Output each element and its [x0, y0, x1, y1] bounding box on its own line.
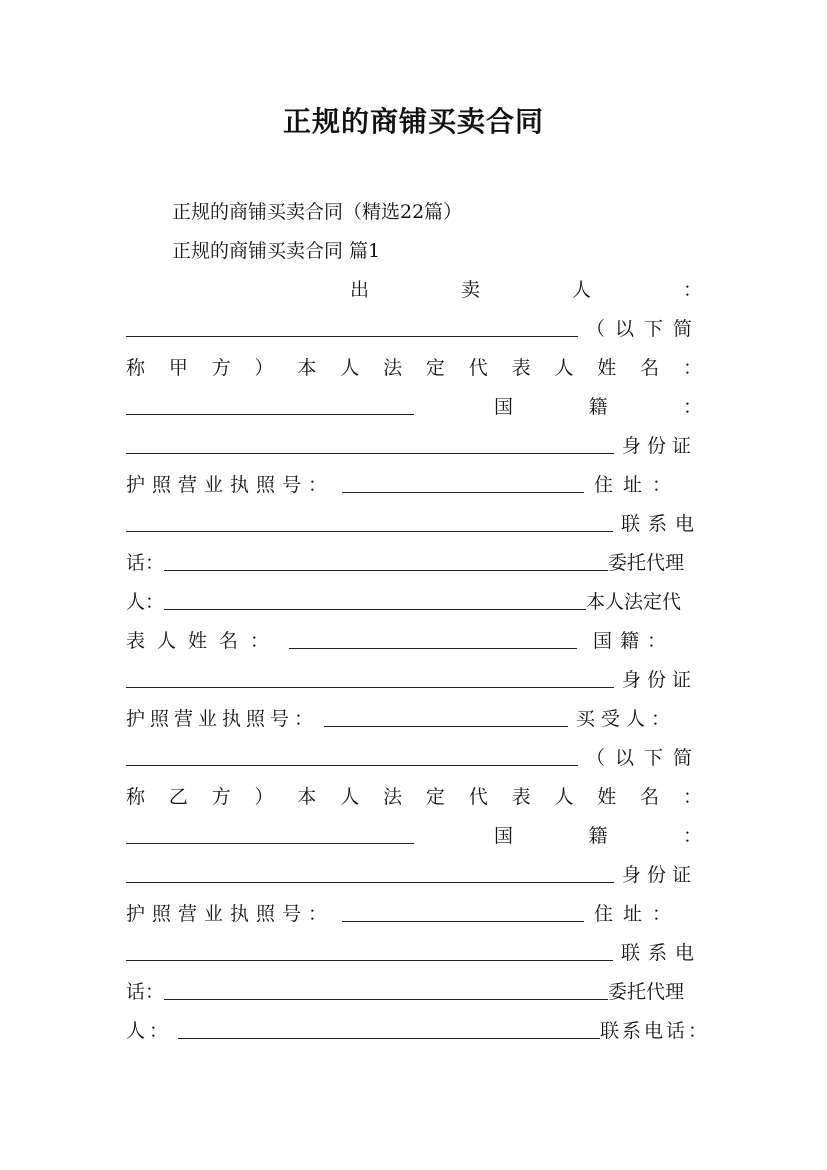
license-label: 护照营业执照号： — [126, 903, 335, 925]
license-label: 护照营业执照号： — [126, 708, 319, 730]
subtitle-line — [172, 194, 702, 224]
party-a-license-line — [126, 467, 702, 497]
abbr-note — [586, 314, 702, 341]
phone-label: 联系电 — [620, 513, 702, 535]
phone-label-end: 话： — [126, 981, 165, 1003]
char: 表 — [511, 357, 531, 379]
char: ） — [254, 786, 274, 808]
buyer-name-line — [126, 740, 702, 770]
party-b-phone-line — [126, 974, 702, 1004]
char: 法 — [383, 357, 403, 379]
char: ： — [682, 396, 702, 418]
char: ： — [682, 279, 702, 301]
party-a-nationality-blank[interactable] — [126, 433, 614, 454]
char: 名 — [640, 786, 660, 808]
char: 人 — [554, 786, 574, 808]
agent-label: 委托代理 — [608, 981, 685, 1003]
party-a-legal-rep-blank[interactable] — [289, 628, 577, 649]
party-b-rep-line — [126, 779, 702, 809]
text: （以下简 — [585, 318, 702, 340]
party-b-nationality-line — [126, 818, 702, 848]
nationality-label: 国籍： — [593, 630, 675, 652]
party-a-legal-license-blank[interactable] — [324, 706, 568, 727]
char: 出 — [350, 279, 370, 301]
char: 姓 — [597, 357, 617, 379]
party-b-address-line — [126, 935, 702, 965]
char: 卖 — [460, 279, 480, 301]
char: 国 — [494, 825, 514, 847]
party-b-agent-line — [126, 1013, 714, 1043]
party-a-legal-rep-line — [126, 623, 702, 653]
char: 法 — [383, 786, 403, 808]
char: 定 — [425, 786, 445, 808]
party-a-rep-line — [126, 350, 702, 380]
char: 方 — [211, 786, 231, 808]
char: 定 — [425, 357, 445, 379]
seller-name-line — [126, 311, 702, 341]
section-line — [172, 233, 702, 263]
abbr-note: （以下简 — [585, 747, 702, 769]
char: 称 — [126, 786, 146, 808]
char: ： — [682, 825, 702, 847]
phone-label-end: 话： — [126, 552, 165, 574]
char: ： — [682, 357, 702, 379]
char: ） — [254, 357, 274, 379]
char: ： — [682, 786, 702, 808]
nationality-label — [494, 821, 702, 848]
char: 方 — [211, 357, 231, 379]
party-b-nationality-blank[interactable] — [126, 862, 614, 883]
phone-label: 联系电 — [620, 942, 702, 964]
char: 表 — [511, 786, 531, 808]
id-label: 身份证 — [622, 435, 698, 457]
agent-label: 委托代理 — [608, 552, 685, 574]
buyer-label: 买受人： — [576, 708, 677, 730]
party-b-license-blank[interactable] — [342, 901, 584, 922]
char: 称 — [126, 357, 146, 379]
id-label: 身份证 — [622, 669, 698, 691]
buyer-name-blank[interactable] — [126, 745, 578, 766]
char: 甲 — [168, 357, 188, 379]
char: 人 — [340, 357, 360, 379]
contact-phone-label: 联系电话： — [600, 1020, 711, 1042]
party-b-id-line — [126, 857, 702, 887]
char: 姓 — [597, 786, 617, 808]
char: 籍 — [588, 825, 608, 847]
party-b-license-line — [126, 896, 702, 926]
seller-name-blank[interactable] — [126, 316, 578, 337]
char: 本 — [297, 786, 317, 808]
char: 乙 — [168, 786, 188, 808]
license-label: 护照营业执照号： — [126, 474, 335, 496]
party-a-license-blank[interactable] — [342, 472, 584, 493]
char: 本 — [297, 357, 317, 379]
seller-label — [350, 275, 702, 302]
seller-label-line — [350, 272, 702, 302]
nationality-label — [494, 392, 702, 419]
document-title: 正规的商铺买卖合同 — [282, 105, 544, 138]
char: 代 — [468, 786, 488, 808]
char: 籍 — [588, 396, 608, 418]
legal-rep-label: 本人法定代 — [586, 591, 682, 613]
party-b-rep-name-blank[interactable] — [126, 823, 414, 844]
rep-name-label: 表人姓名： — [126, 630, 282, 652]
party-a-nationality-line — [126, 389, 702, 419]
party-a-legal-license-line — [126, 701, 702, 731]
party-a-agent-blank[interactable] — [164, 589, 586, 610]
char: 名 — [640, 357, 660, 379]
party-a-address-blank[interactable] — [126, 511, 613, 532]
party-a-rep-name-blank[interactable] — [126, 394, 414, 415]
party-a-phone-blank[interactable] — [164, 550, 608, 571]
char: 人 — [340, 786, 360, 808]
address-label: 住址： — [594, 903, 682, 925]
char: 国 — [494, 396, 514, 418]
party-a-rep-label — [126, 353, 702, 380]
party-a-legal-nationality-line — [126, 662, 702, 692]
party-b-agent-blank[interactable] — [178, 1018, 600, 1039]
party-a-id-line — [126, 428, 702, 458]
party-a-legal-nationality-blank[interactable] — [126, 667, 614, 688]
party-a-phone-line — [126, 545, 702, 575]
char: 人 — [571, 279, 591, 301]
char: 代 — [468, 357, 488, 379]
address-label: 住址： — [594, 474, 682, 496]
id-label: 身份证 — [622, 864, 698, 886]
agent-label-end: 人： — [126, 591, 165, 613]
party-b-rep-label — [126, 782, 702, 809]
agent-label-end: 人： — [126, 1020, 173, 1042]
party-a-agent-line — [126, 584, 702, 614]
char: 人 — [554, 357, 574, 379]
party-b-phone-blank[interactable] — [164, 979, 608, 1000]
party-b-address-blank[interactable] — [126, 940, 613, 961]
party-a-address-line — [126, 506, 702, 536]
subtitle: 正规的商铺买卖合同（精选22篇） — [172, 201, 463, 223]
section-heading: 正规的商铺买卖合同 篇1 — [172, 240, 381, 262]
